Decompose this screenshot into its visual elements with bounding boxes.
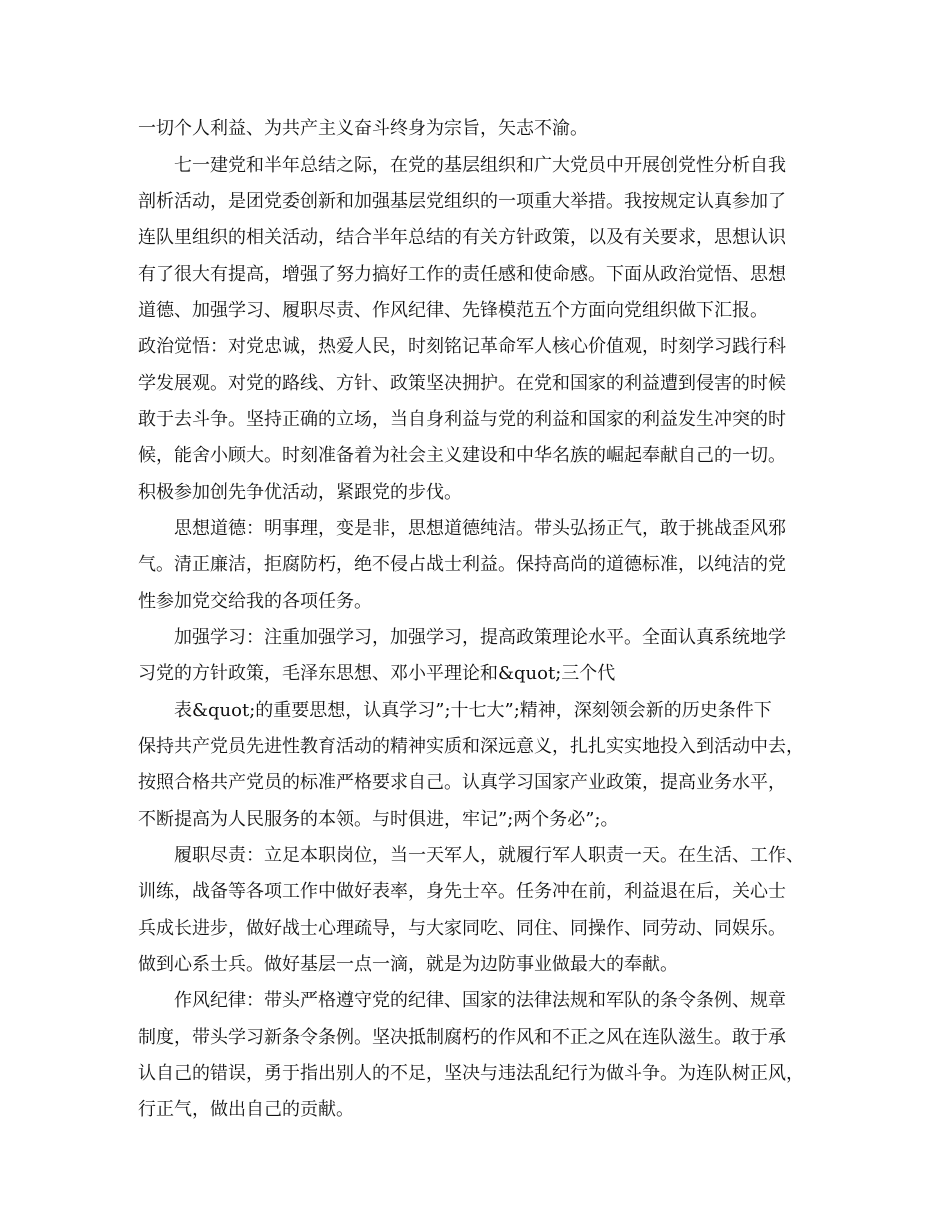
text-line: 敢于去斗争。坚持正确的立场，当自身利益与党的利益和国家的利益发生冲突的时 — [138, 409, 786, 430]
text-line: 积极参加创先争优活动，紧跟党的步伐。 — [138, 482, 462, 503]
text-line: 一切个人利益、为共产主义奋斗终身为宗旨，矢志不渝。 — [138, 118, 588, 139]
text-line: 作风纪律：带头严格遵守党的纪律、国家的法律法规和军队的条令条例、规章 — [174, 990, 786, 1011]
text-line: 气。清正廉洁，拒腐防朽，绝不侵占战士利益。保持高尚的道德标准，以纯洁的党 — [138, 554, 786, 575]
text-line: 训练，战备等各项工作中做好表率，身先士卒。任务冲在前，利益退在后，关心士 — [138, 881, 786, 902]
text-line: 七一建党和半年总结之际，在党的基层组织和广大党员中开展创党性分析自我 — [174, 155, 786, 176]
text-line: 思想道德：明事理，变是非，思想道德纯洁。带头弘扬正气，敢于挑战歪风邪 — [174, 518, 786, 539]
text-line: 履职尽责：立足本职岗位，当一天军人，就履行军人职责一天。在生活、工作、 — [174, 845, 804, 866]
text-line: 剖析活动，是团党委创新和加强基层党组织的一项重大举措。我按规定认真参加了 — [138, 191, 786, 212]
text-line: 制度，带头学习新条令条例。坚决抵制腐朽的作风和不正之风在连队滋生。敢于承 — [138, 1027, 786, 1048]
text-line: 习党的方针政策，毛泽东思想、邓小平理论和&quot;三个代 — [138, 663, 616, 684]
text-line: 政治觉悟：对党忠诚，热爱人民，时刻铭记革命军人核心价值观，时刻学习践行科 — [138, 336, 786, 357]
text-line: 兵成长进步，做好战士心理疏导，与大家同吃、同住、同操作、同劳动、同娱乐。 — [138, 918, 786, 939]
text-line: 做到心系士兵。做好基层一点一滴，就是为边防事业做最大的奉献。 — [138, 954, 678, 975]
text-line: 按照合格共产党员的标准严格要求自己。认真学习国家产业政策，提高业务水平， — [138, 772, 786, 793]
text-line: 连队里组织的相关活动，结合半年总结的有关方针政策，以及有关要求，思想认识 — [138, 227, 786, 248]
text-line: 行正气，做出自己的贡献。 — [138, 1099, 354, 1120]
text-line: 表&quot;的重要思想，认真学习”;十七大”;精神，深刻领会新的历史条件下 — [174, 700, 772, 721]
text-line: 性参加党交给我的各项任务。 — [138, 591, 372, 612]
text-line: 不断提高为人民服务的本领。与时俱进，牢记”;两个务必”;。 — [138, 809, 619, 830]
text-line: 认自己的错误，勇于指出别人的不足，坚决与违法乱纪行为做斗争。为连队树正风， — [138, 1063, 804, 1084]
text-line: 加强学习：注重加强学习，加强学习，提高政策理论水平。全面认真系统地学 — [174, 627, 786, 648]
text-line: 道德、加强学习、履职尽责、作风纪律、先锋模范五个方面向党组织做下汇报。 — [138, 300, 768, 321]
text-line: 有了很大有提高，增强了努力搞好工作的责任感和使命感。下面从政治觉悟、思想 — [138, 264, 786, 285]
text-line: 候，能舍小顾大。时刻准备着为社会主义建设和中华名族的崛起奉献自己的一切。 — [138, 445, 786, 466]
text-line: 学发展观。对党的路线、方针、政策坚决拥护。在党和国家的利益遭到侵害的时候 — [138, 373, 786, 394]
text-line: 保持共产党员先进性教育活动的精神实质和深远意义，扎扎实实地投入到活动中去， — [138, 736, 804, 757]
